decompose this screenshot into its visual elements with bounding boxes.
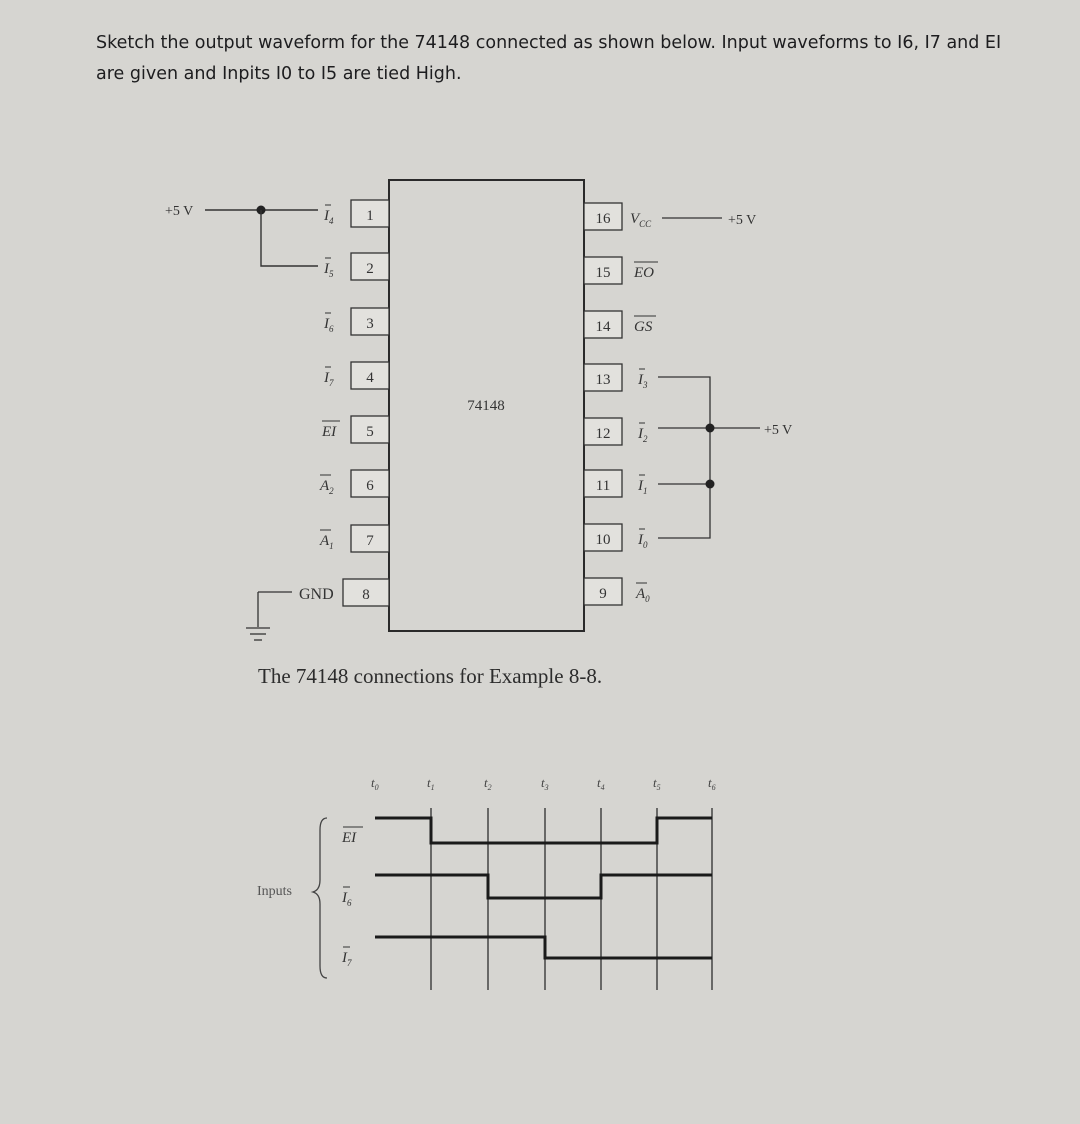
pin-number: 7	[366, 533, 374, 549]
pin-number: 3	[366, 316, 374, 332]
time-label-3: $t_3$	[541, 775, 549, 792]
pin-label	[637, 426, 648, 444]
left-pin-6	[319, 470, 389, 497]
pin-number: 11	[595, 478, 611, 494]
pin-label	[319, 478, 334, 496]
pin-number: 10	[595, 532, 611, 548]
pin-label: GND	[299, 586, 334, 603]
pin-label-sub: 4	[329, 216, 334, 226]
inputs-brace	[313, 818, 327, 978]
pin-label-sub: CC	[639, 219, 652, 229]
question-line-1: Sketch the output waveform for the 74148 connected as shown below. Input waveforms to I6, I7 and EI	[96, 33, 1002, 53]
right-pin-10	[584, 524, 648, 551]
vcc-supply-label: +5 V	[728, 213, 757, 228]
left-pin-4	[323, 362, 389, 389]
left-supply-label: +5 V	[165, 204, 194, 219]
signal-label-1: $I_6$	[342, 890, 352, 908]
pin-label	[319, 533, 334, 551]
pin-number: 4	[366, 370, 374, 386]
right-supply-label: +5 V	[764, 423, 793, 438]
pin-label-main: I	[638, 372, 643, 388]
pin-label	[321, 424, 337, 440]
pin-label-main: I	[324, 370, 329, 386]
pin-label	[637, 532, 648, 550]
pin-number: 6	[366, 478, 374, 494]
pin-label-sub: 6	[329, 324, 334, 334]
left-pin-8	[299, 579, 389, 606]
right-pin-14	[584, 311, 656, 338]
pin-label	[323, 208, 334, 226]
pin-label	[637, 478, 648, 496]
waveform-1	[375, 875, 712, 898]
signal-label-2: $I_7$	[342, 950, 352, 968]
signal-label-0: EI	[342, 830, 357, 846]
pin-number: 13	[595, 372, 611, 388]
time-label-6: $t_6$	[708, 775, 716, 792]
chip-name: 74148	[467, 398, 505, 414]
junction-dot	[706, 480, 715, 489]
pin-label-main: A	[320, 478, 330, 494]
pin-label-sub: 2	[329, 486, 334, 496]
pin-label-sub: 1	[329, 541, 334, 551]
pin-label: EO	[634, 265, 654, 281]
right-pin-15	[584, 257, 658, 284]
pin-label-main: I	[638, 426, 643, 442]
time-label-1: $t_1$	[427, 775, 435, 792]
timing-diagram	[257, 775, 716, 990]
pin-number: 2	[366, 261, 374, 277]
pin-label-main: EI	[322, 424, 337, 440]
left-supply-wiring	[165, 204, 318, 266]
time-label-4: $t_4$	[597, 775, 605, 792]
pin-label-sub: 3	[643, 380, 648, 390]
right-pin-13	[584, 364, 648, 391]
left-pin-7	[319, 525, 389, 552]
pin-label	[635, 586, 650, 604]
right-pin-16	[584, 203, 652, 230]
pin-label-main: I	[638, 478, 643, 494]
waveforms	[375, 818, 712, 958]
time-label-2: $t_2$	[484, 775, 492, 792]
pin-label	[630, 211, 652, 229]
pin-label-sub: 5	[329, 269, 334, 279]
left-pin-1	[323, 200, 389, 227]
pin-label-main: A	[320, 533, 330, 549]
pin-label-sub: 2	[643, 434, 648, 444]
pin-label-sub: 0	[645, 594, 650, 604]
pin-label-main: A	[636, 586, 646, 602]
waveform-0	[375, 818, 712, 843]
pin-label-sub: 7	[329, 378, 334, 388]
wire	[261, 210, 318, 266]
pin-label-main: I	[324, 316, 329, 332]
pin-number: 9	[599, 586, 607, 602]
left-pin-3	[323, 308, 389, 335]
pin-number: 14	[595, 319, 611, 335]
pin-number: 1	[366, 208, 374, 224]
signal-labels	[341, 827, 363, 968]
pin-label	[323, 316, 334, 334]
inputs-group-label: Inputs	[257, 884, 292, 899]
time-label-0: $t_0$	[371, 775, 379, 792]
time-label-5: $t_5$	[653, 775, 661, 792]
pin-number: 15	[595, 265, 611, 281]
pin-label	[637, 372, 648, 390]
left-pin-5	[321, 416, 389, 443]
figure-caption: The 74148 connections for Example 8-8.	[258, 664, 603, 688]
right-pin-12	[584, 418, 648, 445]
pin-label-main: I	[324, 208, 329, 224]
question-line-2: are given and Inpits I0 to I5 are tied High.	[96, 64, 462, 84]
pin-label: GS	[634, 319, 653, 335]
pin-label	[323, 370, 334, 388]
right-pin-11	[584, 470, 648, 497]
pin-number: 5	[366, 424, 374, 440]
right-pin-9	[584, 578, 650, 605]
junction-dot	[706, 424, 715, 433]
pin-label-main: I	[638, 532, 643, 548]
pin-number: 16	[595, 211, 611, 227]
pin-label-main: I	[324, 261, 329, 277]
pin-label	[323, 261, 334, 279]
pin-label-main: V	[630, 211, 640, 227]
pin-number: 12	[595, 426, 611, 442]
pin-number: 8	[362, 587, 370, 603]
pin-label-sub: 0	[643, 540, 648, 550]
ground-symbol	[246, 592, 292, 640]
wire	[658, 377, 710, 538]
left-pin-2	[323, 253, 389, 280]
waveform-2	[375, 937, 712, 958]
time-labels	[371, 775, 716, 792]
vcc-wiring	[662, 213, 756, 228]
right-inputs-wiring	[658, 377, 792, 538]
pin-label-sub: 1	[643, 486, 648, 496]
